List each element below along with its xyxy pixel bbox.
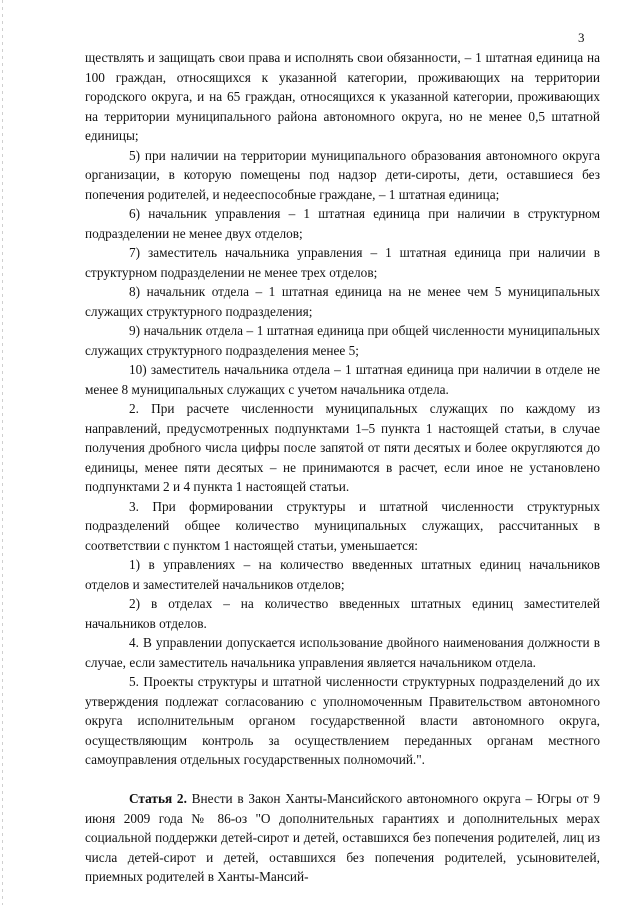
article-text: Внести в Закон Ханты-Мансийского автономного округа – Югры от 9 июня 2009 года № 86-оз "О дополнительных гарантиях и дополнительных мерах социальной поддержки детей-сирот и детей, оставшихся без попечения родителей, лиц из числа детей-сирот и детей, оставшихся без попечения родителей, усыновителей, приемных родителей в Ханты-Мансий- — [85, 791, 600, 884]
paragraph-continuation: ществлять и защищать свои права и исполнять свои обязанности, – 1 штатная единица на 100 граждан, относящихся к указанной категории, проживающих на территории городского округа, и на 65 граждан, относящихся к указанной категории, проживающих на территории муниципального района автономного округа, но не менее 0,5 штатной единицы; — [85, 50, 600, 143]
paragraph-item-7: 7) заместитель начальника управления – 1 штатная единица при наличии в структурном подразделении не менее трех отделов; — [85, 245, 600, 280]
section-gap — [85, 770, 600, 790]
paragraph-item-5: 5) при наличии на территории муниципального образования автономного округа организации, в которую помещены под надзор дети-сироты, дети, оставшиеся без попечения родителей, и недееспособные граждане, – 1 штатная единица; — [85, 147, 600, 202]
paragraph-point-3-sub-2: 2) в отделах – на количество введенных штатных единиц заместителей начальников отделов. — [85, 596, 600, 631]
paragraph-item-9: 9) начальник отдела – 1 штатная единица при общей численности муниципальных служащих структурного подразделения менее 5; — [85, 323, 600, 358]
paragraph-point-2: 2. При расчете численности муниципальных служащих по каждому из направлений, предусмотренных подпунктами 1–5 пункта 1 настоящей статьи, в случае получения дробного числа цифры после запятой от пяти десятых и более округляются до единицы, менее пяти десятых – не принимаются в расчет, если иное не установлено подпунктами 2 и 4 пункта 1 настоящей статьи. — [85, 401, 600, 494]
paragraph-item-6: 6) начальник управления – 1 штатная единица при наличии в структурном подразделении не менее двух отделов; — [85, 206, 600, 241]
paragraph-point-3: 3. При формировании структуры и штатной численности структурных подразделений общее количество муниципальных служащих, рассчитанных в соответствии с пунктом 1 настоящей статьи, уменьшается: — [85, 498, 600, 553]
article-heading: Статья 2. — [129, 791, 187, 806]
article-2-paragraph — [85, 789, 600, 887]
paragraph-point-4: 4. В управлении допускается использование двойного наименования должности в случае, если заместитель начальника управления является начальником отдела. — [85, 635, 600, 670]
paragraph-point-5: 5. Проекты структуры и штатной численности структурных подразделений до их утверждения подлежат согласованию с уполномоченным Правительством автономного округа исполнительным органом государственной власти автономного округа, осуществляющим контроль за осуществлением переданных органам местного самоуправления отдельных государственных полномочий.". — [85, 674, 600, 767]
scan-edge-line — [2, 0, 3, 905]
document-body — [85, 48, 600, 887]
paragraph-item-8: 8) начальник отдела – 1 штатная единица на не менее чем 5 муниципальных служащих структурного подразделения; — [85, 284, 600, 319]
paragraph-point-3-sub-1: 1) в управлениях – на количество введенных штатных единиц начальников отделов и заместителей начальников отделов; — [85, 557, 600, 592]
paragraph-item-10: 10) заместитель начальника отдела – 1 штатная единица при наличии в отделе не менее 8 муниципальных служащих с учетом начальника отдела. — [85, 362, 600, 397]
page-number: 3 — [578, 30, 585, 45]
